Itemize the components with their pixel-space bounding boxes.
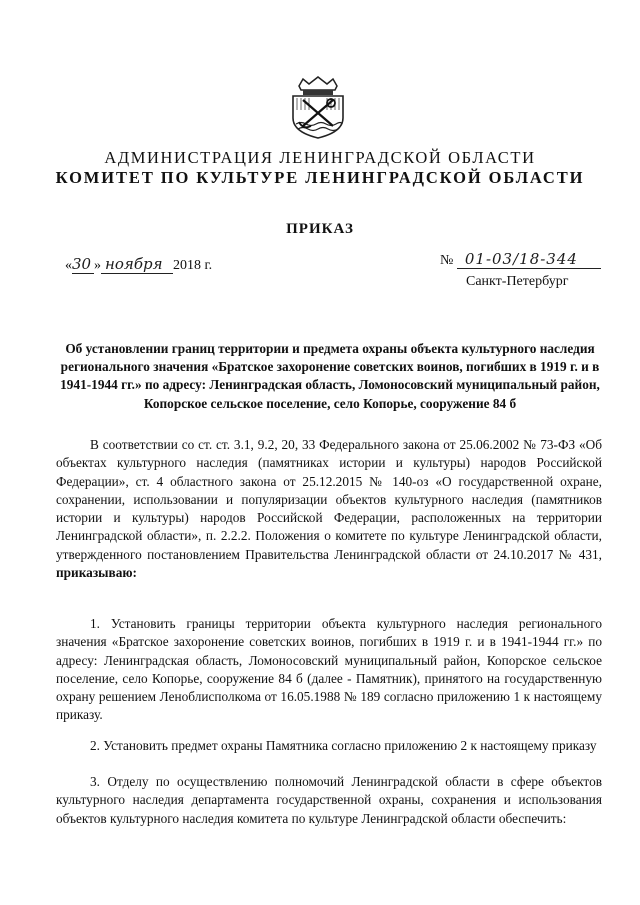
list-item-3 [56,773,602,828]
order-title: Об установлении границ территории и предмета охраны объекта культурного наследия регионального значения «Братское захоронение советских воинов, погибших в 1919 г. и в 1941-1944 гг.» по адресу: Ленинградская область, Ломоносовский муниципальный район, Копорское сельское поселение, село Копорье, сооружение 84 б [60,341,600,411]
city-name: Санкт-Петербург [466,274,569,289]
preamble-paragraph [56,436,602,582]
item-text: 1. Установить границы территории объекта культурного наследия регионального значения «Братское захоронение советских воинов, погибших в 1919 г. и в 1941-1944 гг.» по адресу: Ленинградская область, Ломоносовский муниципальный район, Копорское сельское поселение, село Копорье, сооружение 84 б (далее - Памятник), принятого на государственную охрану решением Леноблисполкома от 16.05.1988 № 189 согласно приложению 1 к настоящему приказу. [56,616,602,723]
item-text: 2. Установить предмет охраны Памятника согласно приложению 2 к настоящему приказу [90,738,597,753]
coat-of-arms-emblem [287,76,349,140]
date-day-handwritten: 30 [72,255,94,274]
date-month-handwritten: ноября [101,255,173,274]
list-item-1 [56,615,602,725]
item-text: 3. Отделу по осуществлению полномочий Ленинградской области в сфере объектов культурного наследия департамента государственной охраны, сохранения и использования объектов культурного наследия комитета по культуре Ленинградской области обеспечить: [56,774,602,826]
preamble-ordering-word: приказываю: [56,565,137,581]
committee-name: КОМИТЕТ ПО КУЛЬТУРЕ ЛЕНИНГРАДСКОЙ ОБЛАСТИ [55,168,585,187]
date-open-quote: « [65,258,72,273]
order-number [440,250,601,269]
order-date [65,255,212,274]
number-handwritten: 01-03/18-344 [457,250,601,269]
preamble-text: В соответствии со ст. ст. 3.1, 9.2, 20, 33 Федерального закона от 25.06.2002 № 73-ФЗ «Об объектах культурного наследия (памятниках истории и культуры) народов Российской Федерации», ст. 4 областного закона от 25.12.2015 № 140-оз «О государственной охране, сохранении, использовании и популяризации объектов культурного наследия (памятников истории и культуры) народов Российской Федерации, расположенных на территории Ленинградской области», п. 2.2.2. Положения о комитете по культуре Ленинградской области, утвержденного постановлением Правительства Ленинградской области от 24.10.2017 № 431, [56,437,602,562]
document-type-heading: ПРИКАЗ [286,221,354,237]
date-year: 2018 г. [173,258,213,273]
number-prefix: № [440,253,454,268]
administration-name: АДМИНИСТРАЦИЯ ЛЕНИНГРАДСКОЙ ОБЛАСТИ [104,148,536,167]
list-item-2 [56,737,602,755]
date-close-quote: » [94,258,101,273]
